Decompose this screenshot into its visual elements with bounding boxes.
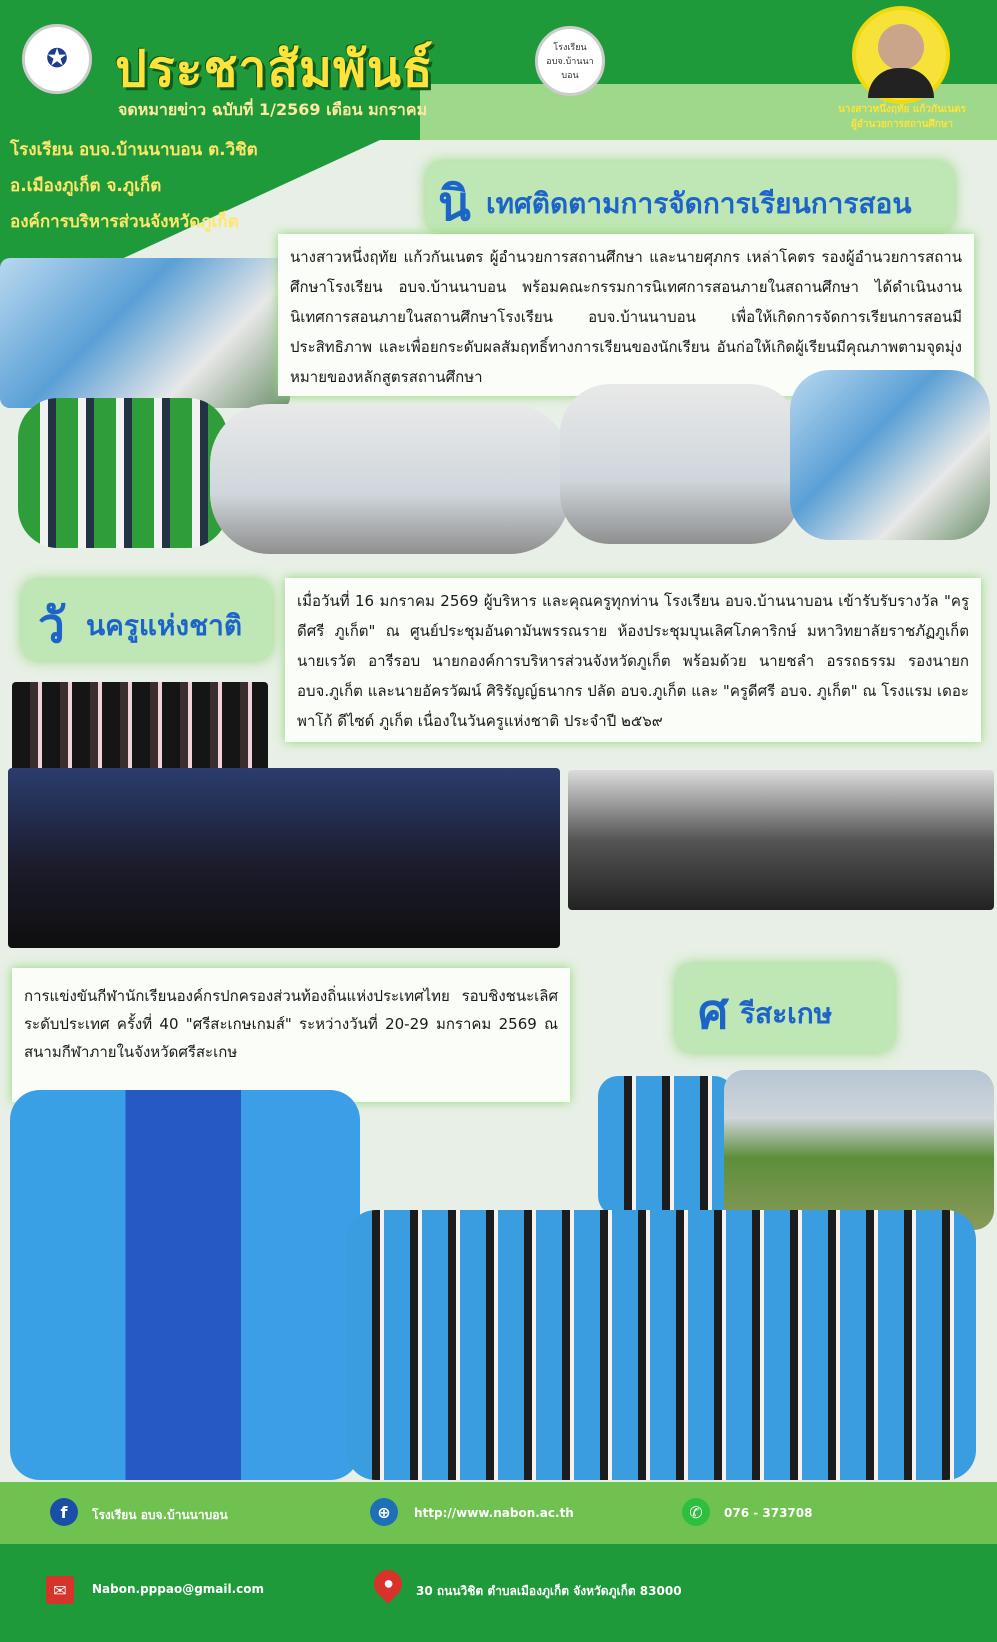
section2-body: เมื่อวันที่ 16 มกราคม 2569 ผู้บริหาร และคุณครูทุกท่าน โรงเรียน อบจ.บ้านนาบอน เข้ารับรับรางวัล "ครูดีศรี ภูเก็ต" ณ ศูนย์ประชุมอันดามันพรรณราย ห้องประชุมบุนเลิศโภคาริกษ์ มหาวิทยาลัยราชภัฏภูเก็ต นายเรวัต อารีรอบ นายกองค์การบริหารส่วนจังหวัดภูเก็ต พร้อมด้วย นายชลำ อรรถธรรม รองนายก อบจ.ภูเก็ต และนายอัครวัฒน์ ศิริรัญญ์ธนากร ปลัด อบจ.ภูเก็ต และ "ครูดีศรี อบจ. ภูเก็ต" ณ โรงแรม เดอะ พาโก้ ดีไซด์ ภูเก็ต เนื่องในวันครูแห่งชาติ ประจำปี ๒๕๖๙ bbox=[285, 578, 981, 742]
section2-heading-initial: วั bbox=[38, 598, 65, 654]
location-pin-icon: ● bbox=[368, 1564, 408, 1604]
footer-website-link[interactable]: http://www.nabon.ac.th bbox=[414, 1506, 574, 1520]
director-body bbox=[868, 68, 934, 98]
director-position: ผู้อำนวยการสถานศึกษา bbox=[850, 119, 954, 130]
photo-students-presenting bbox=[560, 384, 800, 544]
newsletter-title: ประชาสัมพันธ์ bbox=[115, 40, 434, 98]
photo-smartboard-class bbox=[790, 370, 990, 540]
footer-phone[interactable]: 076 - 373708 bbox=[724, 1506, 813, 1520]
school-name-line: โรงเรียน อบจ.บ้านนาบอน ต.วิชิต bbox=[10, 140, 258, 160]
phone-icon[interactable]: ✆ bbox=[682, 1498, 710, 1526]
section1-heading-initial: นิ bbox=[438, 176, 471, 232]
photo-teachers-stage bbox=[8, 768, 560, 948]
photo-teachers-award bbox=[12, 682, 268, 776]
footer-address: 30 ถนนวิชิต ตำบลเมืองภูเก็ต จังหวัดภูเก็ต 83000 bbox=[416, 1584, 682, 1598]
school-logo bbox=[535, 26, 605, 96]
facebook-icon[interactable]: f bbox=[50, 1498, 78, 1526]
director-name: นางสาวหนึ่งฤทัย แก้วกันเนตร bbox=[837, 104, 967, 115]
photo-supervision-desk bbox=[0, 258, 290, 408]
photo-classroom-activity bbox=[210, 404, 570, 554]
globe-icon[interactable]: ⊕ bbox=[370, 1498, 398, 1526]
section3-heading-initial: ศ bbox=[698, 984, 729, 1040]
section3-heading bbox=[676, 964, 894, 1052]
photo-students-green bbox=[18, 398, 228, 548]
photo-three-athletes bbox=[10, 1090, 360, 1480]
footer-email[interactable]: Nabon.pppao@gmail.com bbox=[92, 1582, 265, 1596]
photo-two-athletes bbox=[598, 1076, 734, 1216]
section3-heading-text: รีสะเกษ bbox=[740, 997, 833, 1030]
school-logo-text: โรงเรียน อบจ.บ้านนาบอน bbox=[546, 43, 594, 81]
section2-heading-text: นครูแห่งชาติ bbox=[86, 609, 242, 642]
section1-heading bbox=[426, 162, 954, 232]
issue-line: จดหมายข่าว ฉบับที่ 1/2569 เดือน มกราคม bbox=[118, 100, 428, 119]
director-face bbox=[878, 24, 924, 70]
pao-logo bbox=[22, 24, 92, 94]
section2-heading bbox=[22, 580, 272, 660]
section1-body: นางสาวหนึ่งฤทัย แก้วกันเนตร ผู้อำนวยการสถานศึกษา และนายศุภกร เหล่าโคตร รองผู้อำนวยการสถานศึกษาโรงเรียน อบจ.บ้านนาบอน พร้อมคณะกรรมการนิเทศการสอนภายในสถานศึกษา ได้ดำเนินงานนิเทศการสอนภายในสถานศึกษาโรงเรียน อบจ.บ้านนาบอน เพื่อให้เกิดการจัดการเรียนการสอนมีประสิทธิภาพ และเพื่อยกระดับผลสัมฤทธิ์ทางการเรียนของนักเรียน อันก่อให้เกิดผู้เรียนมีคุณภาพตามจุดมุ่งหมายของหลักสูตรสถานศึกษา bbox=[278, 234, 974, 396]
director-photo bbox=[852, 6, 950, 104]
seal-icon: ✪ bbox=[46, 44, 68, 74]
photo-team-group bbox=[346, 1210, 976, 1480]
email-icon[interactable]: ✉ bbox=[46, 1576, 74, 1604]
photo-sports-field bbox=[724, 1070, 994, 1230]
director-caption bbox=[812, 102, 992, 132]
school-district-line: อ.เมืองภูเก็ต จ.ภูเก็ต bbox=[10, 176, 162, 196]
school-org-line: องค์การบริหารส่วนจังหวัดภูเก็ต bbox=[10, 212, 239, 232]
section3-body: การแข่งขันกีฬานักเรียนองค์กรปกครองส่วนท้องถิ่นแห่งประเทศไทย รอบชิงชนะเลิศ ระดับประเทศ ครั้งที่ 40 "ศรีสะเกษเกมส์" ระหว่างวันที่ 20-29 มกราคม 2569 ณ สนามกีฬาภายในจังหวัดศรีสะเกษ bbox=[12, 968, 570, 1102]
footer-facebook-link[interactable]: โรงเรียน อบจ.บ้านนาบอน bbox=[92, 1508, 228, 1522]
photo-award-group bbox=[568, 770, 994, 910]
section1-heading-text: เทศติดตามการจัดการเรียนการสอน bbox=[486, 187, 912, 220]
